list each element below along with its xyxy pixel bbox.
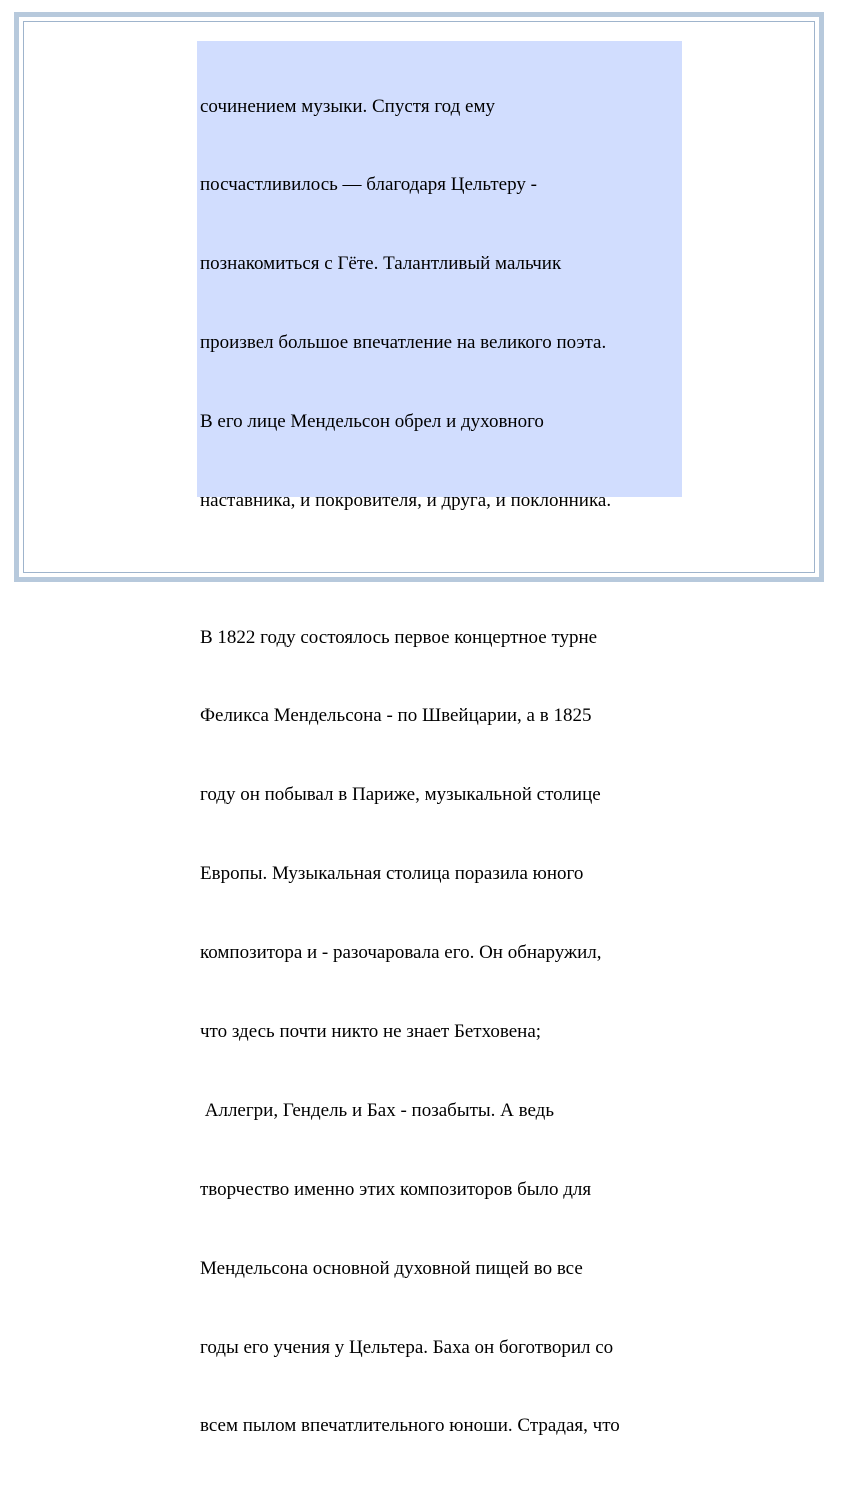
- text-line: году он побывал в Париже, музыкальной столице: [200, 784, 601, 806]
- text-line: всем пылом впечатлительного юноши. Страдая, что: [200, 1415, 620, 1437]
- highlighted-text-block: [197, 41, 682, 1437]
- text-line: познакомиться с Гёте. Талантливый мальчик: [200, 253, 562, 275]
- paragraph-2: [200, 572, 682, 1492]
- text-line: посчастливилось — благодаря Цельтеру -: [200, 174, 537, 196]
- text-line: что здесь почти никто не знает Бетховена;: [200, 1020, 542, 1042]
- text-line: произвел большое впечатление на великого поэта.: [200, 332, 607, 354]
- text-line: В 1822 году состоялось первое концертное турне: [200, 626, 598, 648]
- text-line: композитора и - разочаровала его. Он обнаружил,: [200, 942, 602, 964]
- text-line: творчество именно этих композиторов было для: [200, 1178, 592, 1200]
- paragraph-1: [200, 41, 682, 567]
- text-line: Мендельсона основной духовной пищей во все: [200, 1257, 583, 1279]
- text-line: Феликса Мендельсона - по Швейцарии, а в 1825: [200, 705, 592, 727]
- text-line: наставника, и покровителя, и друга, и поклонника.: [200, 490, 612, 512]
- text-line: Аллегри, Гендель и Бах - позабыты. А ведь: [200, 1099, 555, 1121]
- text-line: В его лице Мендельсон обрел и духовного: [200, 411, 544, 433]
- text-line: сочинением музыки. Спустя год ему: [200, 95, 495, 117]
- text-line: Европы. Музыкальная столица поразила юного: [200, 863, 584, 885]
- text-line: годы его учения у Цельтера. Баха он боготворил со: [200, 1336, 614, 1358]
